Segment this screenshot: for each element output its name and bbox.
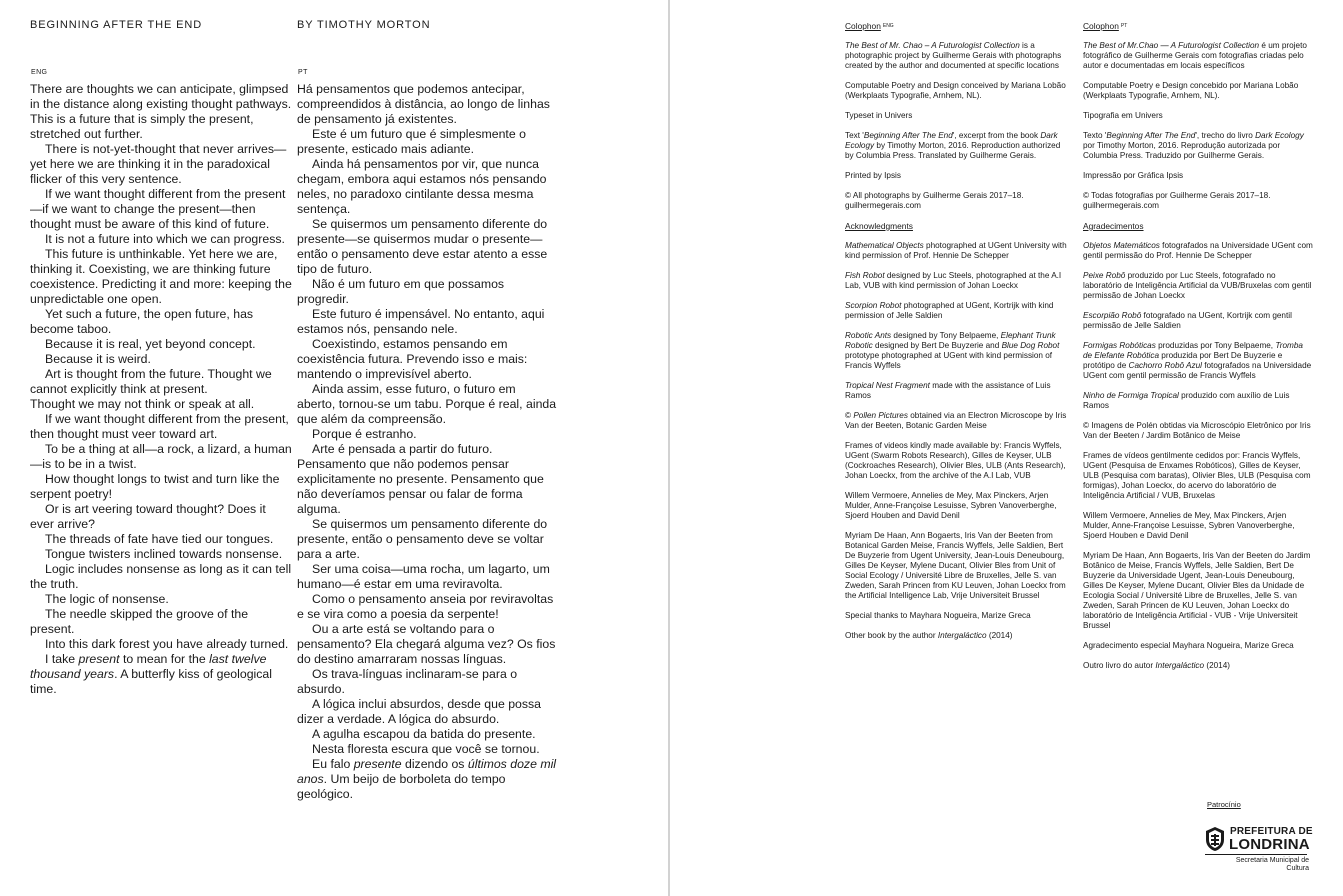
colophon-text: ', excerpt from the book (952, 131, 1041, 140)
ack-text-italic: Intergaláctico (937, 631, 987, 640)
essay-paragraph: Ainda há pensamentos por vir, que nunca chegam, embora aqui estamos nós pensando neles, no paradoxo cintilante dessa mesma sentença. (297, 157, 547, 216)
essay-paragraph: Yet such a future, the open future, has become taboo. (30, 307, 254, 336)
ack-text: (2014) (1204, 661, 1231, 670)
ack-text: produzido por Luc Steels, fotografado no laboratório de Inteligência Artificial da VUB/Bruxelas com gentil permissão de Johan Loeckx (1083, 271, 1312, 300)
logo-subtitle: Secretaria Municipal de Cultura (1235, 857, 1309, 872)
ack-paragraph: Frames of videos kindly made available by: Francis Wyffels, UGent (Swarm Robots Research), Gilles de Keyser, ULB (Cockroaches Research), Olivier Bles, ULB (Ants Research), Johan Loeckx, from the archive of the A.I Lab, VUB (845, 441, 1066, 480)
essay-author: BY TIMOTHY MORTON (297, 19, 431, 31)
ack-text: photographed at UGent, Kortrijk with kind permission of Jelle Saldien (845, 301, 1054, 320)
essay-paragraph: Este é um futuro que é simplesmente o presente, esticado mais adiante. (297, 127, 526, 156)
ack-text: Other book by the author (845, 631, 938, 640)
essay-paragraph: Thought we may not think or speak at all. (30, 397, 255, 411)
essay-paragraph: If we want thought different from the present—if we want to change the present—then thought must be aware of this kind of future. (30, 187, 286, 231)
ack-text-italic: Elephant Trunk Robotic (845, 331, 1056, 350)
essay-paragraph: Nesta floresta escura que você se tornou. (312, 742, 540, 756)
ack-text: designed by Tony Belpaeme, (891, 331, 1001, 340)
ack-paragraph (845, 301, 1070, 321)
colophon-paragraph (845, 41, 1070, 71)
ack-paragraph: Agradecimento especial Mayhara Nogueira, Marize Greca (1083, 641, 1294, 650)
colophon-text-italic: Beginning After The End (1106, 131, 1196, 140)
colophon-paragraph: © Todas fotografias por Guilherme Gerais 2017–18. guilhermegerais.com (1083, 191, 1271, 210)
essay-text: dizendo os (401, 757, 468, 771)
colophon-paragraph: Computable Poetry and Design conceived by Mariana Lobão (Werkplaats Typografie, Arnhem, NL). (845, 81, 1066, 100)
essay-text-italic: presente (353, 757, 402, 771)
essay-paragraph: Como o pensamento anseia por reviravoltas e se vira como a poesia da serpente! (297, 592, 554, 621)
sponsor-logo (1204, 824, 1313, 874)
ack-paragraph: Myriam De Haan, Ann Bogaerts, Iris Van der Beeten from Botanical Garden Meise, Francis Wyffels, Jelle Saldien, Bert De Buyzerie from Ugent University, Jean-Louis Deneubourg, Gilles De Keyser, Mylene Ducant, Olivier Bles from Unit of Social Ecology / Université Libre de Bruxelles, Jelle S. van Zweden, Sarah Princen from KU Leuven, Johan Loeckx from the Artificial Intelligence Lab, Vrije Universiteit Brussel (845, 531, 1066, 600)
essay-paragraph: Arte é pensada a partir do futuro. (312, 442, 493, 456)
essay-paragraph: Porque é estranho. (312, 427, 417, 441)
ack-text-italic: Ninho de Formiga Tropical (1083, 391, 1179, 400)
lang-tag-eng: ENG (31, 69, 48, 76)
colophon-text-italic: Dark Ecology (1255, 131, 1304, 140)
essay-paragraph: How thought longs to twist and turn like the serpent poetry! (30, 472, 280, 501)
ack-text-italic: Blue Dog Robot (1001, 341, 1060, 350)
ack-paragraph (1083, 341, 1313, 381)
essay-paragraph: This is a future that is simply the present, stretched out further. (30, 112, 254, 141)
ack-paragraph (845, 331, 1070, 371)
colophon-lang-tag: ENG (882, 23, 894, 29)
essay-paragraph: There is not-yet-thought that never arrives—yet here we are thinking it in the paradoxical flicker of this very sentence. (30, 142, 287, 186)
ack-text: fotografados na Universidade UGent com gentil permissão de Francis Wyffels (1083, 361, 1312, 380)
ack-paragraph (1083, 311, 1313, 331)
ack-text: fotografado na UGent, Kortrijk com gentil permissão de Jelle Saldien (1083, 311, 1292, 330)
essay-paragraph-last (30, 652, 292, 697)
essay-text: to mean for the (119, 652, 210, 666)
ack-text: © (845, 411, 854, 420)
ack-text-italic: Pollen Pictures (853, 411, 908, 420)
ack-text: prototype photographed at UGent with kind permission of Francis Wyffels (845, 351, 1053, 370)
ack-text-italic: Fish Robot (845, 271, 885, 280)
colophon-title: Colophon (845, 21, 881, 31)
essay-paragraph: Coexistindo, estamos pensando em coexistência futura. Prevendo isso e mais: mantendo o imprevisível aberto. (297, 337, 528, 381)
ack-text: Outro livro do autor (1083, 661, 1156, 670)
essay-title: BEGINNING AFTER THE END (30, 19, 203, 31)
colophon-text: é um projeto fotográfico de Guilherme Gerais com fotografias criadas pelo autor e documentadas em locais específicos (1083, 41, 1307, 70)
colophon-paragraph: Typeset in Univers (845, 111, 913, 120)
essay-paragraph: Because it is real, yet beyond concept. (45, 337, 256, 351)
essay-paragraph: Or is art veering toward thought? Does it ever arrive? (30, 502, 266, 531)
colophon-title: Colophon (1083, 21, 1119, 31)
ack-text-italic: Peixe Robô (1083, 271, 1126, 280)
colophon-lang-tag: PT (1120, 23, 1128, 29)
colophon-paragraph (1083, 131, 1313, 161)
sponsor-label: Patrocínio (1207, 800, 1241, 809)
essay-paragraph: The threads of fate have tied our tongues. (45, 532, 274, 546)
ack-paragraph (845, 241, 1070, 261)
colophon-paragraph: © All photographs by Guilherme Gerais 2017–18. guilhermegerais.com (845, 191, 1024, 210)
colophon-text-italic: The Best of Mr.Chao — A Futurologist Collection (1083, 41, 1260, 50)
ack-text-italic: Escorpião Robô (1083, 311, 1142, 320)
colophon-paragraph: Impressão por Gráfica Ipsis (1083, 171, 1184, 180)
essay-paragraph: Because it is weird. (45, 352, 151, 366)
colophon-text: Text ' (845, 131, 864, 140)
ack-text: designed by Bert De Buyzerie and (872, 341, 1002, 350)
essay-paragraph: Este futuro é impensável. No entanto, aqui estamos nós, pensando nele. (297, 307, 545, 336)
ack-paragraph (1083, 241, 1313, 261)
essay-paragraph-last (297, 757, 557, 802)
essay-paragraph: Há pensamentos que podemos antecipar, compreendidos à distância, ao longo de linhas de pensamento já existentes. (297, 82, 550, 126)
essay-paragraph: The logic of nonsense. (45, 592, 169, 606)
colophon-text: por Timothy Morton, 2016. Reprodução autorizada por Columbia Press. Traduzido por Guilherme Gerais. (1083, 141, 1281, 160)
ack-paragraph (845, 381, 1070, 401)
essay-paragraph: Não é um futuro em que possamos progredir. (297, 277, 505, 306)
ack-text: made with the assistance of Luis Ramos (845, 381, 1051, 400)
ack-text: designed by Luc Steels, photographed at the A.I Lab, VUB with kind permission of Johan Loeckx (845, 271, 1062, 290)
essay-paragraph: Into this dark forest you have already turned. (45, 637, 289, 651)
essay-paragraph: Se quisermos um pensamento diferente do presente, então o pensamento deve se voltar para a arte. (297, 517, 548, 561)
logo-line-1: PREFEITURA DE (1230, 826, 1313, 837)
ack-text: produzidas por Tony Belpaeme, (1155, 341, 1276, 350)
colophon-text-italic: Beginning After The End (863, 131, 953, 140)
ack-paragraph (1083, 661, 1313, 671)
essay-text: Eu falo (312, 757, 354, 771)
colophon-paragraph: Tipografia em Univers (1083, 111, 1163, 120)
logo-line-2: LONDRINA (1229, 836, 1310, 853)
essay-paragraph: To be a thing at all—a rock, a lizard, a human—is to be in a twist. (30, 442, 292, 471)
ack-paragraph: © Imagens de Polén obtidas via Microscópio Eletrônico por Iris Van der Beeten / Jardim Botânico de Meise (1083, 421, 1311, 440)
page-gutter (668, 0, 670, 896)
ack-text-italic: Tromba de Elefante Robótica (1083, 341, 1303, 360)
acknowledgments-heading: Acknowledgments (845, 221, 913, 231)
ack-paragraph (845, 411, 1070, 431)
ack-text: produzida por Bert De Buyzerie e protótipo de (1083, 351, 1283, 370)
ack-paragraph: Willem Vermoere, Annelies de Mey, Max Pinckers, Arjen Mulder, Anne-Françoise Lesuisse, Sybren Vanoverberghe, Sjoerd Houben e David Denil (1083, 511, 1295, 540)
essay-portuguese (297, 82, 557, 802)
essay-paragraph: Ou a arte está se voltando para o pensamento? Ela chegará alguma vez? Os fios do destino amarraram nossas línguas. (297, 622, 556, 666)
essay-paragraph: Os trava-línguas inclinaram-se para o absurdo. (297, 667, 518, 696)
essay-text: I take (45, 652, 79, 666)
ack-text-italic: Objetos Matemáticos (1083, 241, 1160, 250)
essay-text-italic: last twelve thousand years (30, 652, 267, 681)
ack-text: obtained via an Electron Microscope by Iris Van der Beeten, Botanic Garden Meise (845, 411, 1067, 430)
ack-text: produzido com auxílio de Luis Ramos (1083, 391, 1290, 410)
acknowledgments-heading: Agradecimentos (1083, 221, 1144, 231)
essay-paragraph: This future is unthinkable. Yet here we are, thinking it. Coexisting, we are thinking future coexistence. Predicting it and more: keeping the unpredictable one open. (30, 247, 292, 306)
ack-text-italic: Cachorro Robô Azul (1128, 361, 1202, 370)
ack-text-italic: Intergaláctico (1155, 661, 1205, 670)
colophon-text: ', trecho do livro (1195, 131, 1256, 140)
colophon-paragraph: Computable Poetry e Design concebido por Mariana Lobão (Werkplaats Typografie, Arnhem, NL). (1083, 81, 1299, 100)
essay-text-italic: present (78, 652, 120, 666)
logo-rule (1205, 854, 1307, 855)
ack-paragraph (1083, 271, 1313, 301)
essay-paragraph: Art is thought from the future. Thought we cannot explicitly think at present. (30, 367, 272, 396)
colophon-paragraph (845, 131, 1070, 161)
ack-paragraph: Willem Vermoere, Annelies de Mey, Max Pinckers, Arjen Mulder, Anne-Françoise Lesuisse, Sybren Vanoverberghe, Sjoerd Houben and David Denil (845, 491, 1057, 520)
essay-paragraph: The needle skipped the groove of the present. (30, 607, 249, 636)
colophon-text: by Timothy Morton, 2016. Reproduction authorized by Columbia Press. Translated by Guilherme Gerais. (845, 141, 1061, 160)
colophon-heading (1083, 21, 1313, 31)
essay-text: . Um beijo de borboleta do tempo geológico. (297, 772, 506, 801)
essay-paragraph: Logic includes nonsense as long as it can tell the truth. (30, 562, 292, 591)
essay-paragraph: There are thoughts we can anticipate, glimpsed in the distance along existing thought pathways. (30, 82, 292, 111)
colophon-english (845, 21, 1070, 651)
colophon-text-italic: Dark Ecology (845, 131, 1058, 150)
essay-paragraph: It is not a future into which we can progress. (45, 232, 285, 246)
ack-paragraph: Special thanks to Mayhara Nogueira, Marize Greca (845, 611, 1031, 620)
colophon-text: Texto ' (1083, 131, 1107, 140)
city-seal-icon (1204, 826, 1226, 852)
ack-text-italic: Robotic Ants (845, 331, 892, 340)
ack-paragraph: Frames de vídeos gentilmente cedidos por: Francis Wyffels, UGent (Pesquisa de Enxames Robóticos), Gilles de Keyser, ULB (Pesquisa com baratas), Olivier Bles, ULB (Pesquisa com formigas), Johan Loeckx, do acervo do laboratório de Inteligência Artificial / VUB, Bruxelas (1083, 451, 1311, 500)
essay-paragraph: Ainda assim, esse futuro, o futuro em aberto, tornou-se um tabu. Porque é real, ainda que além da compreensão. (297, 382, 557, 426)
essay-english (30, 82, 292, 697)
ack-paragraph (1083, 391, 1313, 411)
essay-paragraph: Tongue twisters inclined towards nonsense. (45, 547, 283, 561)
essay-paragraph: A lógica inclui absurdos, desde que possa dizer a verdade. A lógica do absurdo. (297, 697, 542, 726)
colophon-portuguese (1083, 21, 1313, 681)
lang-tag-pt: PT (298, 69, 308, 76)
essay-text-italic: últimos doze mil anos (297, 757, 557, 786)
essay-paragraph: Pensamento que não podemos pensar explicitamente no presente. Pensamento que não deveríamos pensar ou falar de forma alguma. (297, 457, 544, 516)
ack-text-italic: Scorpion Robot (845, 301, 902, 310)
colophon-text: is a photographic project by Guilherme Gerais with photographs created by the author and documented at specific locations (845, 41, 1062, 70)
ack-paragraph: Myriam De Haan, Ann Bogaerts, Iris Van der Beeten do Jardim Botânico de Meise, Francis Wyffels, Jelle Saldien, Bert De Buyzerie da Universidade Ugent, Jean-Louis Deneubourg, Gilles De Keyser, Mylene Ducant, Olivier Bles da Unidade de Ecologia Social / Université Libre de Bruxelles, Jelle S. van Zweden, Sarah Princen de KU Leuven, Johan Loeckx do laboratório de Inteligência Artificial - VUB - Vrije Universiteit Brussel (1083, 551, 1311, 630)
essay-paragraph: Se quisermos um pensamento diferente do presente—se quisermos mudar o presente—então o pensamento deve estar atento a esse tipo de futuro. (297, 217, 548, 276)
ack-text-italic: Formigas Robóticas (1083, 341, 1156, 350)
ack-text: photographed at UGent University with kind permission of Prof. Hennie De Schepper (845, 241, 1067, 260)
colophon-text-italic: The Best of Mr. Chao – A Futurologist Collection (845, 41, 1020, 50)
essay-paragraph: If we want thought different from the present, then thought must veer toward art. (30, 412, 289, 441)
ack-paragraph (845, 631, 1070, 641)
colophon-paragraph (1083, 41, 1313, 71)
ack-text-italic: Tropical Nest Fragment (845, 381, 930, 390)
ack-text-italic: Mathematical Objects (845, 241, 924, 250)
ack-text: fotografados na Universidade UGent com gentil permissão do Prof. Hennie De Schepper (1083, 241, 1313, 260)
ack-text: (2014) (986, 631, 1013, 640)
colophon-heading (845, 21, 1070, 31)
colophon-paragraph: Printed by Ipsis (845, 171, 901, 180)
ack-paragraph (845, 271, 1070, 291)
essay-paragraph: A agulha escapou da batida do presente. (312, 727, 536, 741)
essay-paragraph: Ser uma coisa—uma rocha, um lagarto, um humano—é estar em uma reviravolta. (297, 562, 550, 591)
essay-text: . A butterfly kiss of geological time. (30, 667, 272, 696)
